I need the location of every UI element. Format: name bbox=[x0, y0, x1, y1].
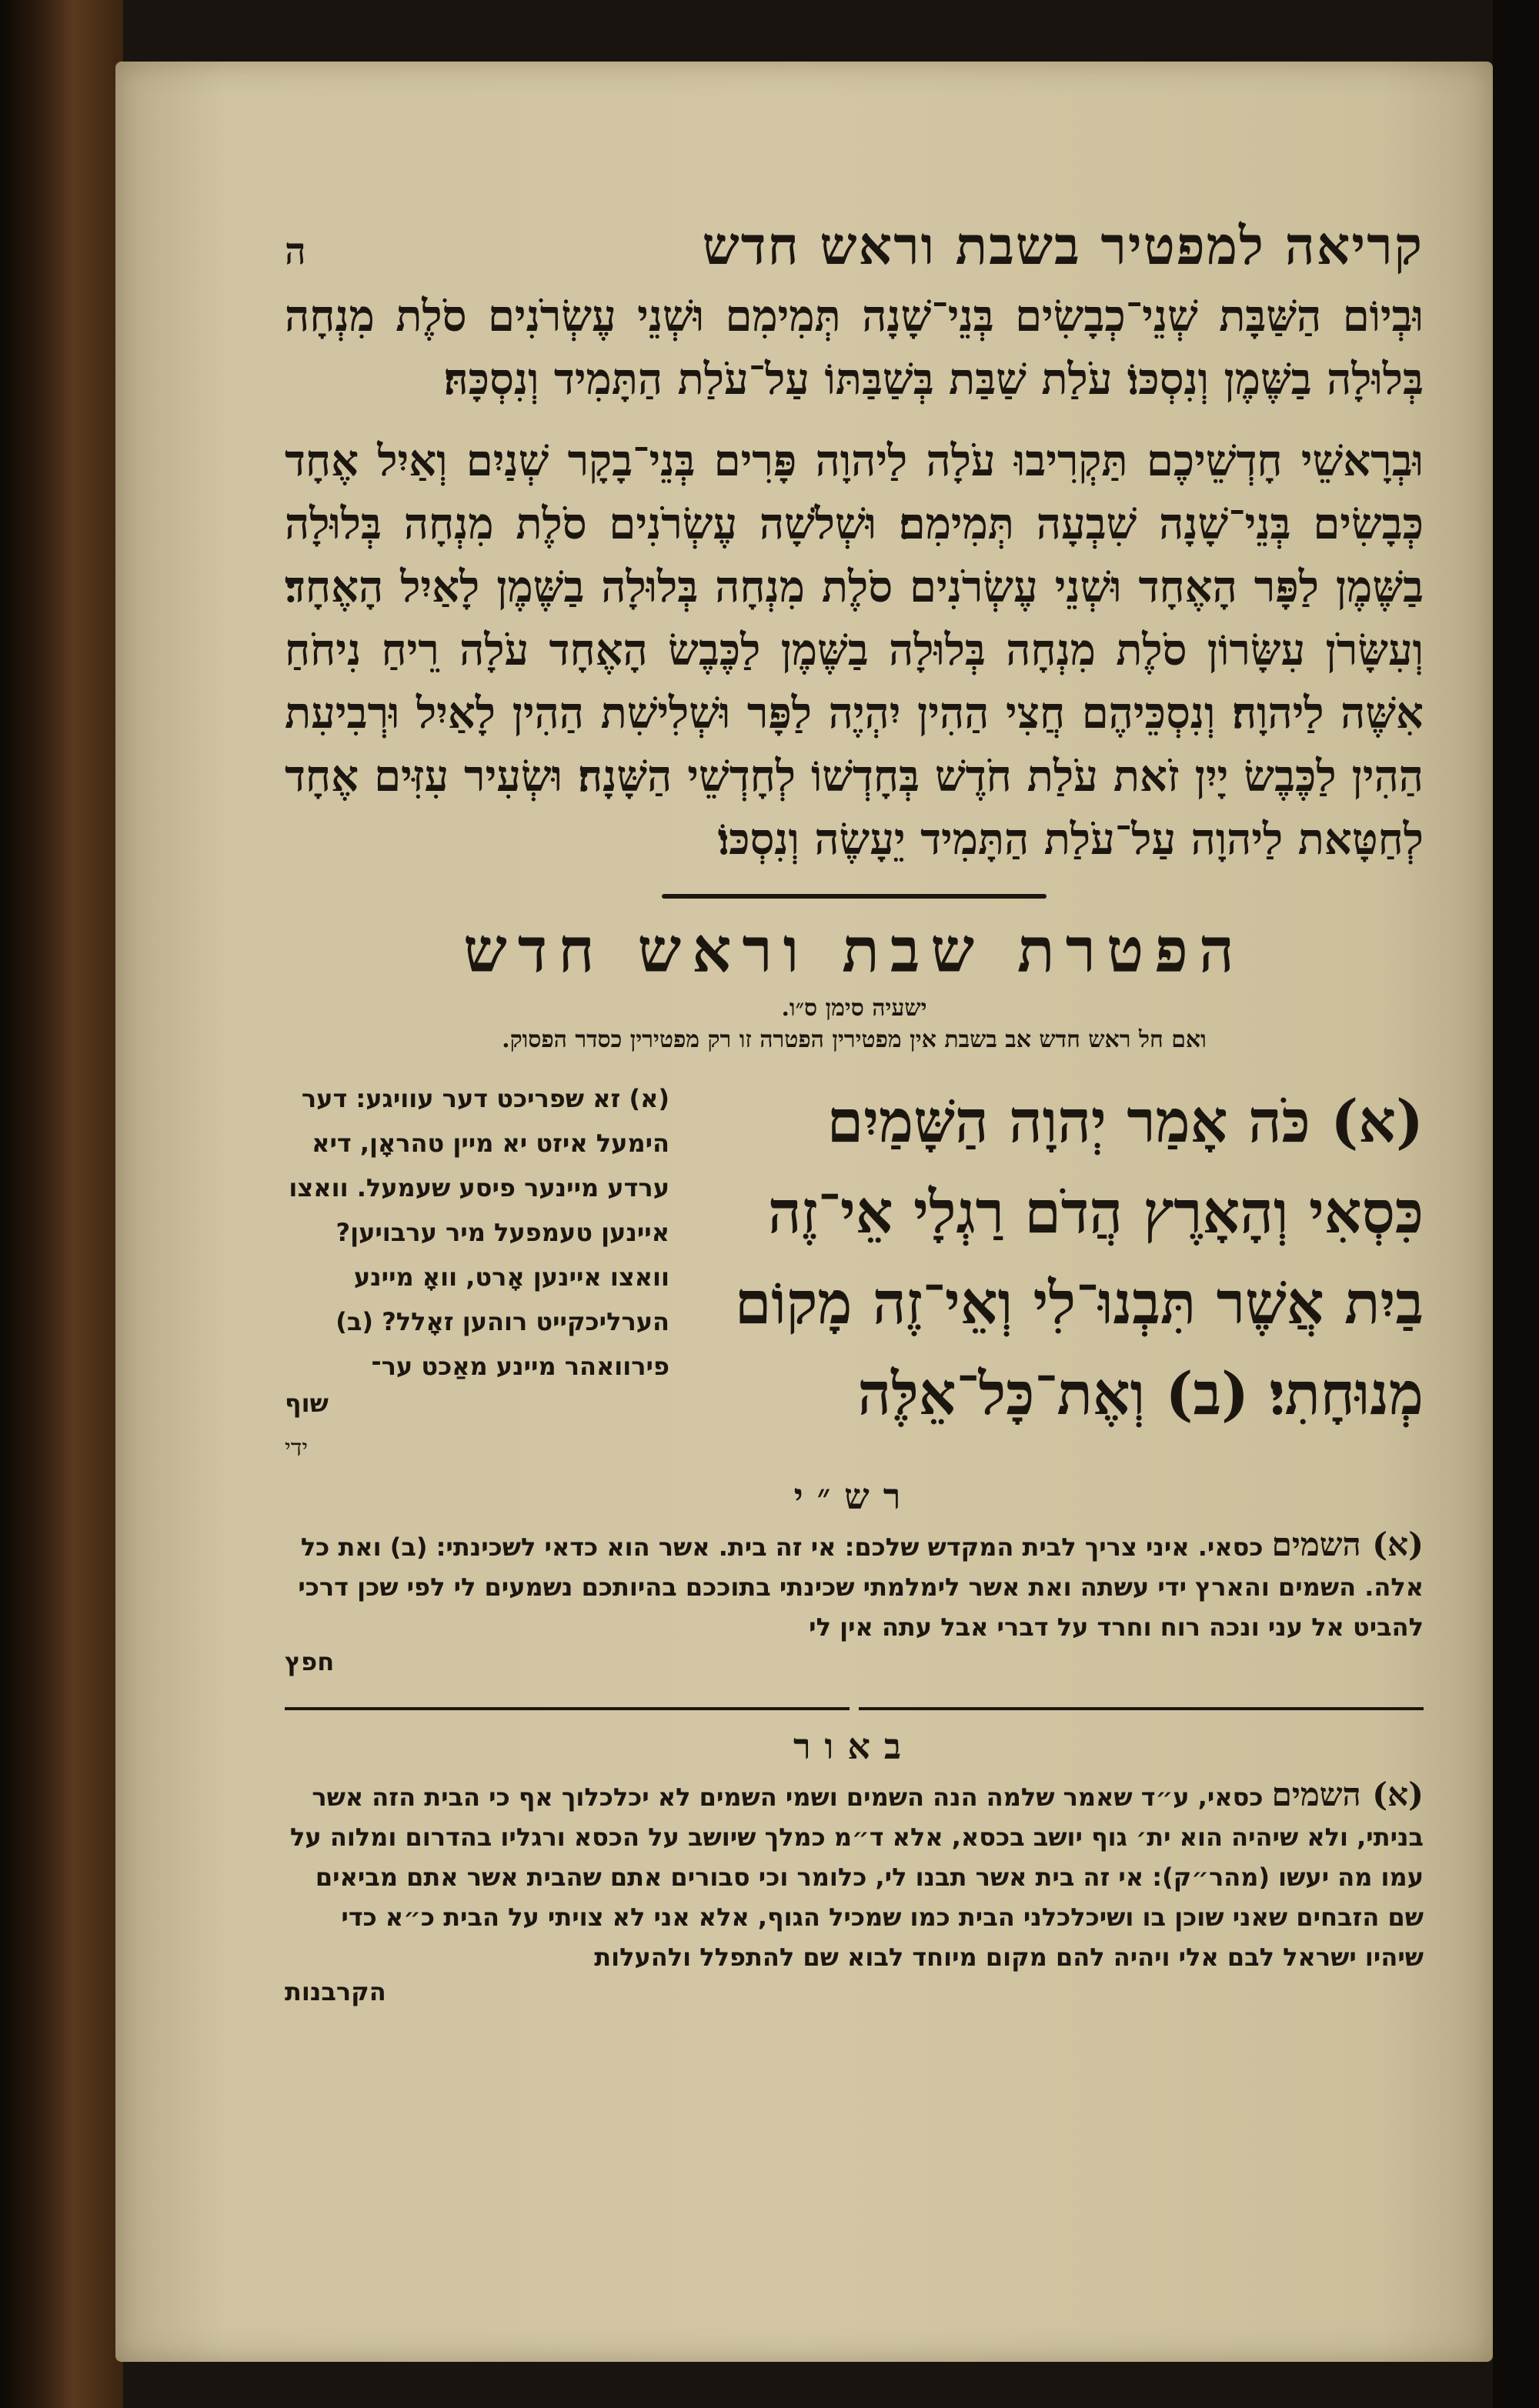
section-divider bbox=[662, 894, 1047, 899]
rashi-catchword: חפץ bbox=[285, 1647, 335, 1676]
translation-column bbox=[285, 1076, 669, 1439]
rashi-heading: רש״י bbox=[793, 1476, 915, 1517]
haftarah-reference: ישעיה סימן ס״ו. bbox=[781, 995, 927, 1022]
torah-paragraph-1: וּבְיוֹם הַשַּׁבָּת שְׁנֵי־כְבָשִׂים בְּנֵי־שָׁנָה תְּמִימִם וּשְׁנֵי עֶשְׂרֹנִים סֹלֶת מִנְחָה בְּלוּלָה בַשֶּׁמֶן וְנִסְכּוֹ׃ עֹלַת שַׁבַּת בְּשַׁבַּתּוֹ עַל־עֹלַת הַתָּמִיד וְנִסְכָּהּ׃ bbox=[285, 291, 1424, 405]
double-rule bbox=[285, 1707, 1424, 1710]
biur-catchword: הקרבנות bbox=[285, 1977, 386, 2006]
torah-paragraph-2: וּבְרָאשֵׁי חָדְשֵׁיכֶם תַּקְרִיבוּ עֹלָה לַיהוָה פָּרִים בְּנֵי־בָקָר שְׁנַיִם וְאַיִל אֶחָד כְּבָשִׂים בְּנֵי־שָׁנָה שִׁבְעָה תְּמִימִם׃ וּשְׁלֹשָׁה עֶשְׂרֹנִים סֹלֶת מִנְחָה בְּלוּלָה בַשֶּׁמֶן לַפָּר הָאֶחָד וּשְׁנֵי עֶשְׂרֹנִים סֹלֶת מִנְחָה בְּלוּלָה בַשֶּׁמֶן לָאַיִל הָאֶחָד׃ וְעִשָּׂרֹן עִשָּׂרוֹן סֹלֶת מִנְחָה בְּלוּלָה בַשֶּׁמֶן לַכֶּבֶשׂ הָאֶחָד עֹלָה רֵיחַ נִיחֹחַ אִשֶּׁה לַיהוָה׃ וְנִסְכֵּיהֶם חֲצִי הַהִין יִהְיֶה לַפָּר וּשְׁלִישִׁת הַהִין לָאַיִל וּרְבִיעִת הַהִין לַכֶּבֶשׂ יָיִן זֹאת עֹלַת חֹדֶשׁ בְּחָדְשׁוֹ לְחָדְשֵׁי הַשָּׁנָה׃ וּשְׂעִיר עִזִּים אֶחָד לְחַטָּאת לַיהוָה עַל־עֹלַת הַתָּמִיד יֵעָשֶׂה וְנִסְכּוֹ׃ bbox=[285, 435, 1424, 865]
haftarah-translation: (א) זא שפריכט דער עוויגע: דער הימעל איזט יא מיין טהראָן, דיא ערדע מיינער פיסע שעמעל. וואצו איינען טעמפעל מיר ערבויען? וואצו איינען אָרט, וואָ מיינע הערליכקייט רוהען זאָלל? (ב) פירוואהר מיינע מאַכט ער־ bbox=[289, 1084, 669, 1381]
haftarah-verse: (א) כֹּה אָמַר יְהוָה הַשָּׁמַיִם כִּסְאִי וְהָאָרֶץ הֲדֹם רַגְלָי אֵי־זֶה בַיִת אֲשֶׁר תִּבְנוּ־לִי וְאֵי־זֶה מָקוֹם מְנוּחָתִי׃ (ב) וְאֶת־כָּל־אֵלֶּה bbox=[734, 1087, 1424, 1428]
rashi-commentary bbox=[285, 1525, 1424, 1647]
haftarah-title: הפטרת שבת וראש חדש bbox=[463, 914, 1245, 986]
haftarah-columns bbox=[285, 1076, 1424, 1439]
running-title: קריאה למפטיר בשבת וראש חדש bbox=[702, 215, 1424, 277]
translation-catchword: שוף bbox=[285, 1389, 329, 1418]
running-head bbox=[285, 215, 1424, 277]
book-spine bbox=[0, 0, 123, 2408]
biur-text: כסאי, ע״ד שאמר שלמה הנה השמים ושמי השמים לא יכלכלוך אף כי הבית הזה אשר בניתי, ולא שיהיה הוא ית׳ גוף יושב בכסא, אלא ד״מ כמלך שיושב על הכסא ורגליו בהדרום ומלוה על עמו מה יעשו (מהר״ק): אי זה בית אשר תבנו לי, כלומר וכי סבורים אתם שהבית אשר אתם מביאים שם הזבחים שאני שוכן בו ושיכלכלני הבית כמו שמכיל הגוף, אלא אני לא צויתי על הבית כ״א כדי שיהיו ישראל לבם אלי ויהיה להם מקום מיוחד לבוא שם להתפלל ולהעלות bbox=[290, 1783, 1424, 1972]
haftarah-note: ואם חל ראש חדש אב בשבת אין מפטירין הפטרה זו רק מפטירין כסדר הפסוק. bbox=[502, 1026, 1207, 1053]
rashi-lead: (א) השמים bbox=[1271, 1526, 1424, 1563]
biur-heading: באור bbox=[793, 1726, 916, 1767]
page-number: ה bbox=[285, 230, 306, 273]
biur-lead: (א) השמים bbox=[1271, 1776, 1424, 1813]
verse-catchword: ידי bbox=[285, 1435, 309, 1462]
rashi-text: כסאי. איני צריך לבית המקדש שלכם: אי זה בית. אשר הוא כדאי לשכינתי: (ב) ואת כל אלה. השמים והארץ ידי עשתה ואת אשר לימלמתי שכינתי בתוככם בהיותכם נשמעים לי לפי שכן דרכי להביט אל עני ונכה רוח וחרד על דברי אבל עתה אין לי bbox=[298, 1533, 1424, 1642]
facing-page-edge bbox=[1493, 0, 1539, 2408]
biur-commentary bbox=[285, 1775, 1424, 1977]
page-content bbox=[285, 215, 1424, 2006]
